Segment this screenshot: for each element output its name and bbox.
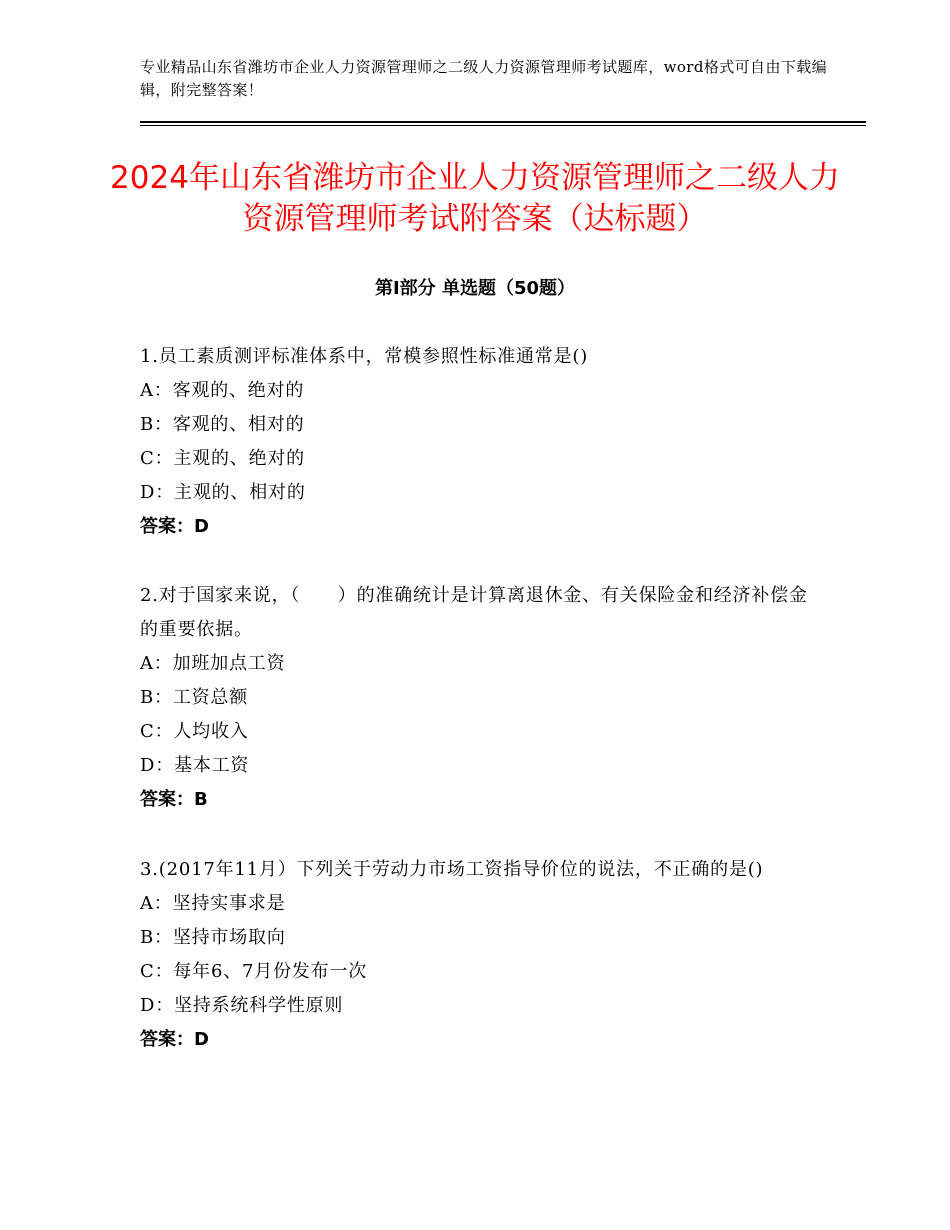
question-1 <box>140 340 820 544</box>
question-stem: 2.对于国家来说，（ ）的准确统计是计算离退休金、有关保险金和经济补偿金的重要依据。 <box>140 585 808 640</box>
option-c: C：主观的、绝对的 <box>140 448 305 469</box>
option-d: D：主观的、相对的 <box>140 482 306 503</box>
option-a: A：客观的、绝对的 <box>140 380 305 401</box>
header-rule-thin <box>140 125 866 126</box>
question-stem: 3.(2017年11月）下列关于劳动力市场工资指导价位的说法，不正确的是() <box>140 859 764 880</box>
option-a: A：坚持实事求是 <box>140 893 286 914</box>
section-title: 第Ⅰ部分 单选题（50题） <box>374 278 575 299</box>
option-a: A：加班加点工资 <box>140 653 286 674</box>
option-d: D：基本工资 <box>140 755 250 776</box>
option-c: C：人均收入 <box>140 721 249 742</box>
option-b: B：客观的、相对的 <box>140 414 305 435</box>
answer: 答案：D <box>140 516 209 537</box>
document-title: 2024年山东省潍坊市企业人力资源管理师之二级人力资源管理师考试附答案（达标题） <box>110 160 840 237</box>
option-b: B：坚持市场取向 <box>140 927 286 948</box>
option-d: D：坚持系统科学性原则 <box>140 995 344 1016</box>
question-3 <box>140 853 820 1057</box>
answer: 答案：D <box>140 1029 209 1050</box>
option-b: B：工资总额 <box>140 687 249 708</box>
answer: 答案：B <box>140 789 208 810</box>
question-stem: 1.员工素质测评标准体系中，常模参照性标准通常是() <box>140 346 589 367</box>
option-c: C：每年6、7月份发布一次 <box>140 961 368 982</box>
question-2 <box>140 579 820 817</box>
header-rule-thick <box>140 121 866 123</box>
header-note: 专业精品山东省潍坊市企业人力资源管理师之二级人力资源管理师考试题库，word格式可自由下载编辑，附完整答案！ <box>140 58 828 99</box>
